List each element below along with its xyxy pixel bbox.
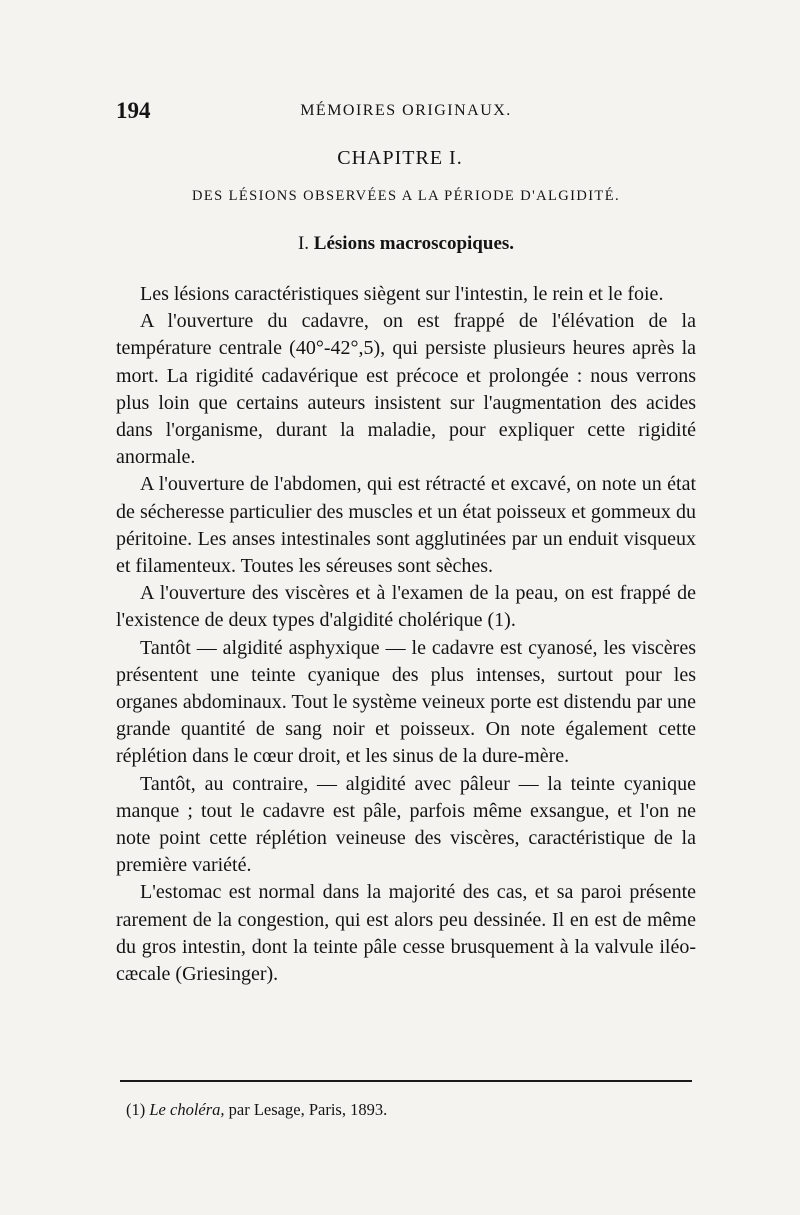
paragraph: A l'ouverture du cadavre, on est frappé de l'élévation de la température centrale (40°-42°,5), qui persiste plusieurs heures après la mort. La rigidité cadavérique est précoce et prolongée : nous verrons plus loin que certains auteurs insistent sur l'augmentation des acides dans l'organisme, durant la maladie, pour expliquer cette rigidité anormale. <box>116 310 696 469</box>
paragraph: A l'ouverture de l'abdomen, qui est rétracté et excavé, on note un état de sécheresse particulier des muscles et un état poisseux et gommeux du péritoine. Les anses intestinales sont agglutinées par un enduit visqueux et filamenteux. Toutes les séreuses sont sèches. <box>116 473 696 578</box>
page-number: 194 <box>116 98 151 123</box>
footnote-rule <box>120 1080 692 1082</box>
chapter-title: CHAPITRE I. <box>337 147 463 169</box>
paragraph: A l'ouverture des viscères et à l'examen de la peau, on est frappé de l'existence de deux types d'algidité cholérique (1). <box>116 582 696 632</box>
paragraph: Tantôt — algidité asphyxique — le cadavre est cyanosé, les viscères présentent une teinte cyanique des plus intenses, surtout pour les organes abdominaux. Tout le système veineux porte est distendu par une grande quantité de sang noir et poisseux. On note également cette réplétion dans le cœur droit, et les sinus de la dure-mère. <box>116 636 696 768</box>
footnote <box>126 1100 686 1120</box>
paragraph: Les lésions caractéristiques siègent sur l'intestin, le rein et le foie. <box>140 283 664 305</box>
running-head <box>116 98 696 128</box>
section-title: DES LÉSIONS OBSERVÉES A LA PÉRIODE D'ALGIDITÉ. <box>192 188 620 204</box>
body-text <box>116 281 696 988</box>
paragraph: L'estomac est normal dans la majorité des cas, et sa paroi présente rarement de la congestion, qui est alors peu dessinée. Il en est de même du gros intestin, dont la teinte pâle cesse brusquement à la valvule iléo-cæcale (Griesinger). <box>116 881 696 986</box>
footnote-work-title: Le choléra, <box>149 1100 225 1119</box>
paragraph: Tantôt, au contraire, — algidité avec pâleur — la teinte cyanique manque ; tout le cadavre est pâle, parfois même exsangue, et l'on ne note point cette réplétion veineuse des viscères, caractéristique de la première variété. <box>116 772 696 877</box>
subsection-number: I. <box>297 233 310 254</box>
running-title: MÉMOIRES ORIGINAUX. <box>300 102 512 119</box>
footnote-citation: par Lesage, Paris, 1893. <box>228 1100 388 1119</box>
subsection-title <box>116 233 696 255</box>
subsection-heading: Lésions macroscopiques. <box>313 233 515 254</box>
footnote-marker: (1) <box>126 1100 146 1119</box>
